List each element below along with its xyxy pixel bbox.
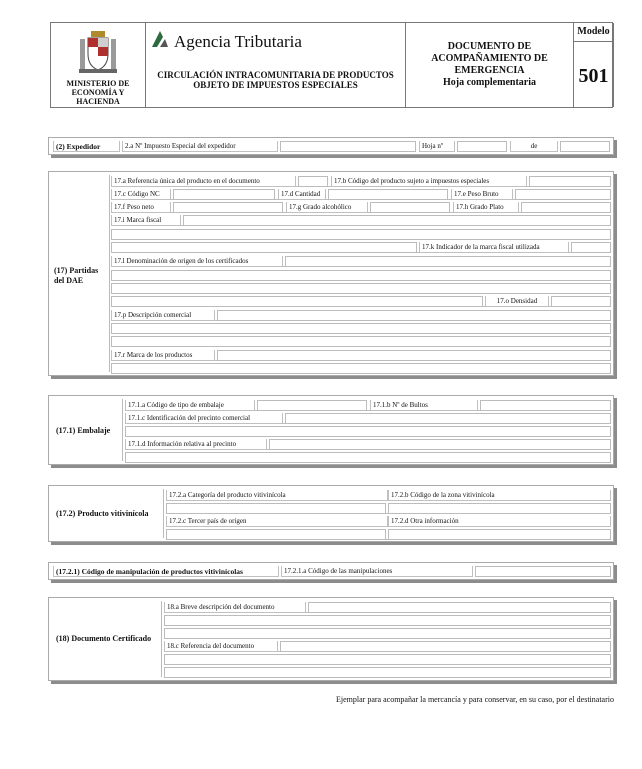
plato-field[interactable] [521, 202, 611, 213]
certificate-description-field[interactable] [308, 602, 611, 613]
commercial-description-field-line-3[interactable] [111, 336, 611, 347]
circulation-title: CIRCULACIÓN INTRACOMUNITARIA DE PRODUCTOS OBJETO DE IMPUESTOS ESPECIALES [157, 70, 394, 90]
wine-section-label: (17.2) Producto vitivinícola [56, 509, 149, 518]
quantity-label: 17.d Cantidad [278, 189, 326, 200]
document-title-cell [406, 23, 574, 107]
origin-field-line-4[interactable] [111, 296, 483, 307]
model-label: Modelo [577, 26, 610, 37]
certificate-description-label: 18.a Breve descripción del documento [164, 602, 306, 613]
section-partidas [48, 171, 614, 376]
certificate-section-label: (18) Documento Certificado [56, 634, 152, 643]
density-label: 17.o Densidad [485, 296, 549, 307]
section-embalaje [48, 395, 614, 465]
certificate-reference-field-line-2[interactable] [164, 654, 611, 665]
model-number: 501 [578, 65, 609, 87]
seal-info-field[interactable] [269, 439, 611, 450]
manipulation-code-field[interactable] [475, 566, 611, 577]
gross-weight-field[interactable] [515, 189, 611, 200]
brand-label: 17.r Marca de los productos [111, 350, 215, 361]
fiscal-indicator-field[interactable] [571, 242, 611, 253]
ministry-cell [51, 23, 146, 107]
nc-code-field[interactable] [173, 189, 275, 200]
third-country-label: 17.2.c Tercer país de origen [166, 516, 388, 527]
footer-note: Ejemplar para acompañar la mercancía y para conservar, en su caso, por el destinatario [336, 695, 614, 704]
product-ref-label: 17.a Referencia única del producto en el documento [111, 176, 296, 187]
net-weight-label: 17.f Peso neto [111, 202, 171, 213]
sheet-total-field[interactable] [560, 141, 610, 152]
packaging-type-field[interactable] [257, 400, 367, 411]
fiscal-mark-field-line-2[interactable] [111, 229, 611, 240]
net-weight-field[interactable] [173, 202, 283, 213]
agency-cell [146, 23, 406, 107]
partidas-section-label: (17) Partidas del DAE [54, 266, 99, 285]
package-count-field[interactable] [480, 400, 611, 411]
fiscal-mark-field[interactable] [183, 215, 611, 226]
certificate-reference-field[interactable] [280, 641, 611, 652]
quantity-field[interactable] [328, 189, 448, 200]
package-count-label: 17.1.b Nº de Bultos [370, 400, 478, 411]
plato-label: 17.h Grado Plato [453, 202, 519, 213]
origin-field[interactable] [285, 256, 611, 267]
density-field[interactable] [551, 296, 611, 307]
fiscal-indicator-label: 17.k Indicador de la marca fiscal utilizada [419, 242, 569, 253]
excise-number-label: 2.a Nº Impuesto Especial del expedidor [122, 141, 278, 152]
manipulation-code-label: 17.2.1.a Código de las manipulaciones [281, 566, 473, 577]
document-title: DOCUMENTO DE ACOMPAÑAMIENTO DE EMERGENCIA [431, 41, 548, 76]
sheet-of-label: de [510, 141, 558, 152]
certificate-description-field-line-2[interactable] [164, 615, 611, 626]
seal-info-field-line-2[interactable] [125, 452, 611, 463]
certificate-reference-label: 18.c Referencia del documento [164, 641, 278, 652]
commercial-description-field-line-2[interactable] [111, 323, 611, 334]
section-manipulacion [48, 562, 614, 580]
section-certificado [48, 597, 614, 681]
excise-number-field[interactable] [280, 141, 416, 152]
fiscal-mark-label: 17.i Marca fiscal [111, 215, 181, 226]
commercial-description-label: 17.p Descripción comercial [111, 310, 215, 321]
seal-id-field[interactable] [285, 413, 611, 424]
excise-code-field[interactable] [529, 176, 611, 187]
wine-zone-field[interactable] [388, 503, 611, 514]
brand-field-line-2[interactable] [111, 363, 611, 374]
brand-field[interactable] [217, 350, 611, 361]
origin-label: 17.l Denominación de origen de los certificados [111, 256, 283, 267]
gross-weight-label: 17.e Peso Bruto [451, 189, 513, 200]
form-header [50, 22, 613, 108]
royal-crest-icon [77, 29, 119, 75]
sheet-number-field[interactable] [457, 141, 507, 152]
agency-title: Agencia Tributaria [174, 32, 302, 51]
packaging-type-label: 17.1.a Código de tipo de embalaje [125, 400, 255, 411]
embalaje-section-label: (17.1) Embalaje [56, 426, 111, 435]
wine-category-field[interactable] [166, 503, 386, 514]
certificate-description-field-line-3[interactable] [164, 628, 611, 639]
certificate-reference-field-line-3[interactable] [164, 667, 611, 678]
agency-logo-icon [150, 29, 170, 49]
origin-field-line-2[interactable] [111, 270, 611, 281]
seal-id-field-line-2[interactable] [125, 426, 611, 437]
other-info-label: 17.2.d Otra información [388, 516, 611, 527]
model-cell [574, 23, 614, 107]
nc-code-label: 17.c Código NC [111, 189, 171, 200]
product-ref-field[interactable] [298, 176, 328, 187]
excise-code-label: 17.b Código del producto sujeto a impuestos especiales [331, 176, 527, 187]
wine-category-label: 17.2.a Categoría del producto vitivinícola [166, 490, 388, 501]
ministry-name: MINISTERIO DE ECONOMÍA Y HACIENDA [66, 79, 130, 106]
section-expedidor [48, 137, 614, 155]
seal-info-label: 17.1.d Información relativa al precinto [125, 439, 267, 450]
document-subtitle: Hoja complementaria [442, 77, 537, 88]
commercial-description-field[interactable] [217, 310, 611, 321]
expedidor-section-label: (2) Expedidor [53, 141, 120, 152]
sheet-number-label: Hoja nº [419, 141, 455, 152]
alcohol-field[interactable] [370, 202, 450, 213]
third-country-field[interactable] [166, 529, 386, 540]
section-vitivinicola [48, 485, 614, 542]
origin-field-line-3[interactable] [111, 283, 611, 294]
manipulation-section-label: (17.2.1) Código de manipulación de productos vitivinícolas [53, 566, 279, 577]
other-info-field[interactable] [388, 529, 611, 540]
seal-id-label: 17.1.c Identificación del precinto comercial [125, 413, 283, 424]
fiscal-mark-field-line-3[interactable] [111, 242, 417, 253]
alcohol-label: 17.g Grado alcohólico [286, 202, 368, 213]
wine-zone-label: 17.2.b Código de la zona vitivinícola [388, 490, 611, 501]
